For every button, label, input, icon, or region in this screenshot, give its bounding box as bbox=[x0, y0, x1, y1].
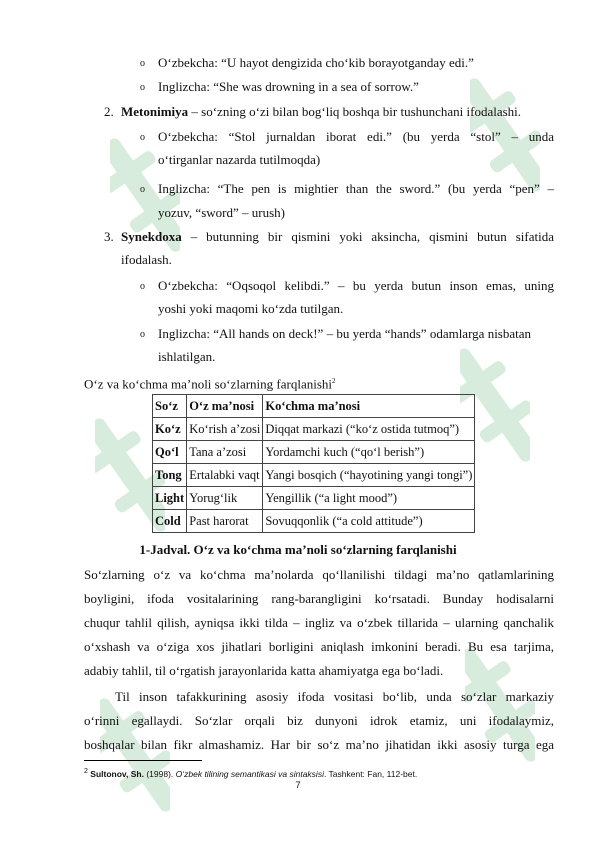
list-item bbox=[121, 229, 554, 245]
footnote-rest: . Tashkent: Fan, 112-bet. bbox=[323, 768, 418, 779]
bullet: o bbox=[140, 132, 145, 143]
table-header-row bbox=[153, 395, 475, 418]
paragraph-line: o‘xshash va o‘ziga xos jihatlari borligini aniqlash imkonini beradi. Bu esa tarjima, bbox=[84, 639, 554, 654]
term: Metonimiya bbox=[121, 104, 189, 119]
bullet: o bbox=[140, 184, 145, 195]
page-number: 7 bbox=[295, 780, 301, 791]
list-item-cont: ifodalash. bbox=[121, 252, 172, 267]
list-number: 2. bbox=[104, 104, 114, 119]
footnote-ref: 2 bbox=[332, 377, 336, 385]
figurative-cell: Diqqat markazi (“ko‘z ostida tutmoq”) bbox=[263, 418, 475, 441]
table-row bbox=[153, 441, 475, 464]
literal-cell: Ko‘rish a’zosi bbox=[187, 418, 263, 441]
table-row bbox=[153, 510, 475, 533]
list-item-cont: yozuv, “sword” – urush) bbox=[158, 205, 285, 220]
footnote-mark: 2 bbox=[84, 768, 88, 775]
definition: – so‘zning o‘zi bilan bog‘liq boshqa bir tushunchani ifodalashi. bbox=[188, 104, 522, 119]
bullet: o bbox=[140, 281, 145, 292]
table-intro bbox=[84, 373, 336, 392]
figurative-cell: Yordamchi kuch (“qo‘l berish”) bbox=[263, 441, 475, 464]
list-item: Inglizcha: “All hands on deck!” – bu yerda “hands” odamlarga nisbatan bbox=[158, 326, 532, 341]
paragraph-line: boyligini, ifoda vositalarining rang-barangligini ko‘rsatadi. Bunday hodisalarni bbox=[84, 591, 554, 606]
header-cell: So‘z bbox=[153, 395, 187, 418]
paragraph-line: boshqalar bilan fikr almashamiz. Har bir so‘z ma’no jihatidan ikki asosiy turga ega bbox=[84, 737, 554, 752]
definition: – butunning bir qismini yoki aksincha, qismini butun sifatida bbox=[181, 229, 554, 244]
watermark-logo bbox=[100, 690, 170, 820]
bullet: o bbox=[140, 82, 145, 93]
table-row bbox=[153, 487, 475, 510]
bullet: o bbox=[140, 329, 145, 340]
list-item: O‘zbekcha: “U hayot dengizida cho‘kib borayotganday edi.” bbox=[158, 55, 474, 70]
word-cell: Ko‘z bbox=[153, 418, 187, 441]
footnote bbox=[84, 766, 417, 780]
word-cell: Tong bbox=[153, 464, 187, 487]
meanings-table bbox=[152, 394, 475, 533]
paragraph-line: o‘rinni egallaydi. So‘zlar orqali biz dunyoni idrok etamiz, uni ifodalaymiz, bbox=[84, 713, 554, 728]
header-cell: O‘z ma’nosi bbox=[187, 395, 263, 418]
literal-cell: Yorug‘lik bbox=[187, 487, 263, 510]
list-item-cont: ishlatilgan. bbox=[158, 349, 216, 364]
list-item: O‘zbekcha: “Oqsoqol kelibdi.” – bu yerda butun inson emas, uning bbox=[158, 278, 554, 293]
literal-cell: Past harorat bbox=[187, 510, 263, 533]
footnote-title: O‘zbek tilining semantikasi va sintaksisi bbox=[175, 768, 324, 779]
list-item-cont: yoshi yoki maqomi ko‘zda tutilgan. bbox=[158, 301, 344, 316]
paragraph-line: So‘zlarning o‘z va ko‘chma ma’nolarda qo‘llanilishi tildagi ma’no qatlamlarining bbox=[84, 567, 554, 582]
bullet: o bbox=[140, 58, 145, 69]
list-item bbox=[121, 104, 521, 120]
word-cell: Cold bbox=[153, 510, 187, 533]
footnote-year: (1998). bbox=[143, 768, 176, 779]
table-row bbox=[153, 464, 475, 487]
footnote-author: Sultonov, Sh. bbox=[90, 768, 144, 779]
table-row bbox=[153, 418, 475, 441]
term: Synekdoxa bbox=[121, 229, 182, 244]
literal-cell: Tana a’zosi bbox=[187, 441, 263, 464]
paragraph-line: adabiy tahlil, til o‘rgatish jarayonlarida katta ahamiyatga ega bo‘ladi. bbox=[84, 663, 444, 678]
word-cell: Qo‘l bbox=[153, 441, 187, 464]
list-item: O‘zbekcha: “Stol jurnaldan iborat edi.” (bu yerda “stol” – unda bbox=[158, 129, 554, 144]
paragraph-line: Til inson tafakkurining asosiy ifoda vositasi bo‘lib, unda so‘zlar markaziy bbox=[115, 689, 554, 704]
list-item-cont: o‘tirganlar nazarda tutilmoqda) bbox=[158, 152, 321, 167]
list-item: Inglizcha: “The pen is mightier than the sword.” (bu yerda “pen” – bbox=[158, 181, 554, 196]
figurative-cell: Yengillik (“a light mood”) bbox=[263, 487, 475, 510]
table-intro-text: O‘z va ko‘chma ma’noli so‘zlarning farqlanishi bbox=[84, 376, 332, 392]
figurative-cell: Yangi bosqich (“hayotining yangi tongi”) bbox=[263, 464, 475, 487]
paragraph-line: chuqur tahlil qilish, ayniqsa ikki tilda – ingliz va o‘zbek tillarida – ularning qanchalik bbox=[84, 615, 554, 630]
table-caption: 1-Jadval. O‘z va ko‘chma ma’noli so‘zlarning farqlanishi bbox=[139, 542, 457, 557]
figurative-cell: Sovuqqonlik (“a cold attitude”) bbox=[263, 510, 475, 533]
literal-cell: Ertalabki vaqt bbox=[187, 464, 263, 487]
word-cell: Light bbox=[153, 487, 187, 510]
list-number: 3. bbox=[104, 229, 114, 244]
list-item: Inglizcha: “She was drowning in a sea of sorrow.” bbox=[158, 79, 419, 94]
footnote-rule bbox=[84, 760, 202, 761]
header-cell: Ko‘chma ma’nosi bbox=[263, 395, 475, 418]
